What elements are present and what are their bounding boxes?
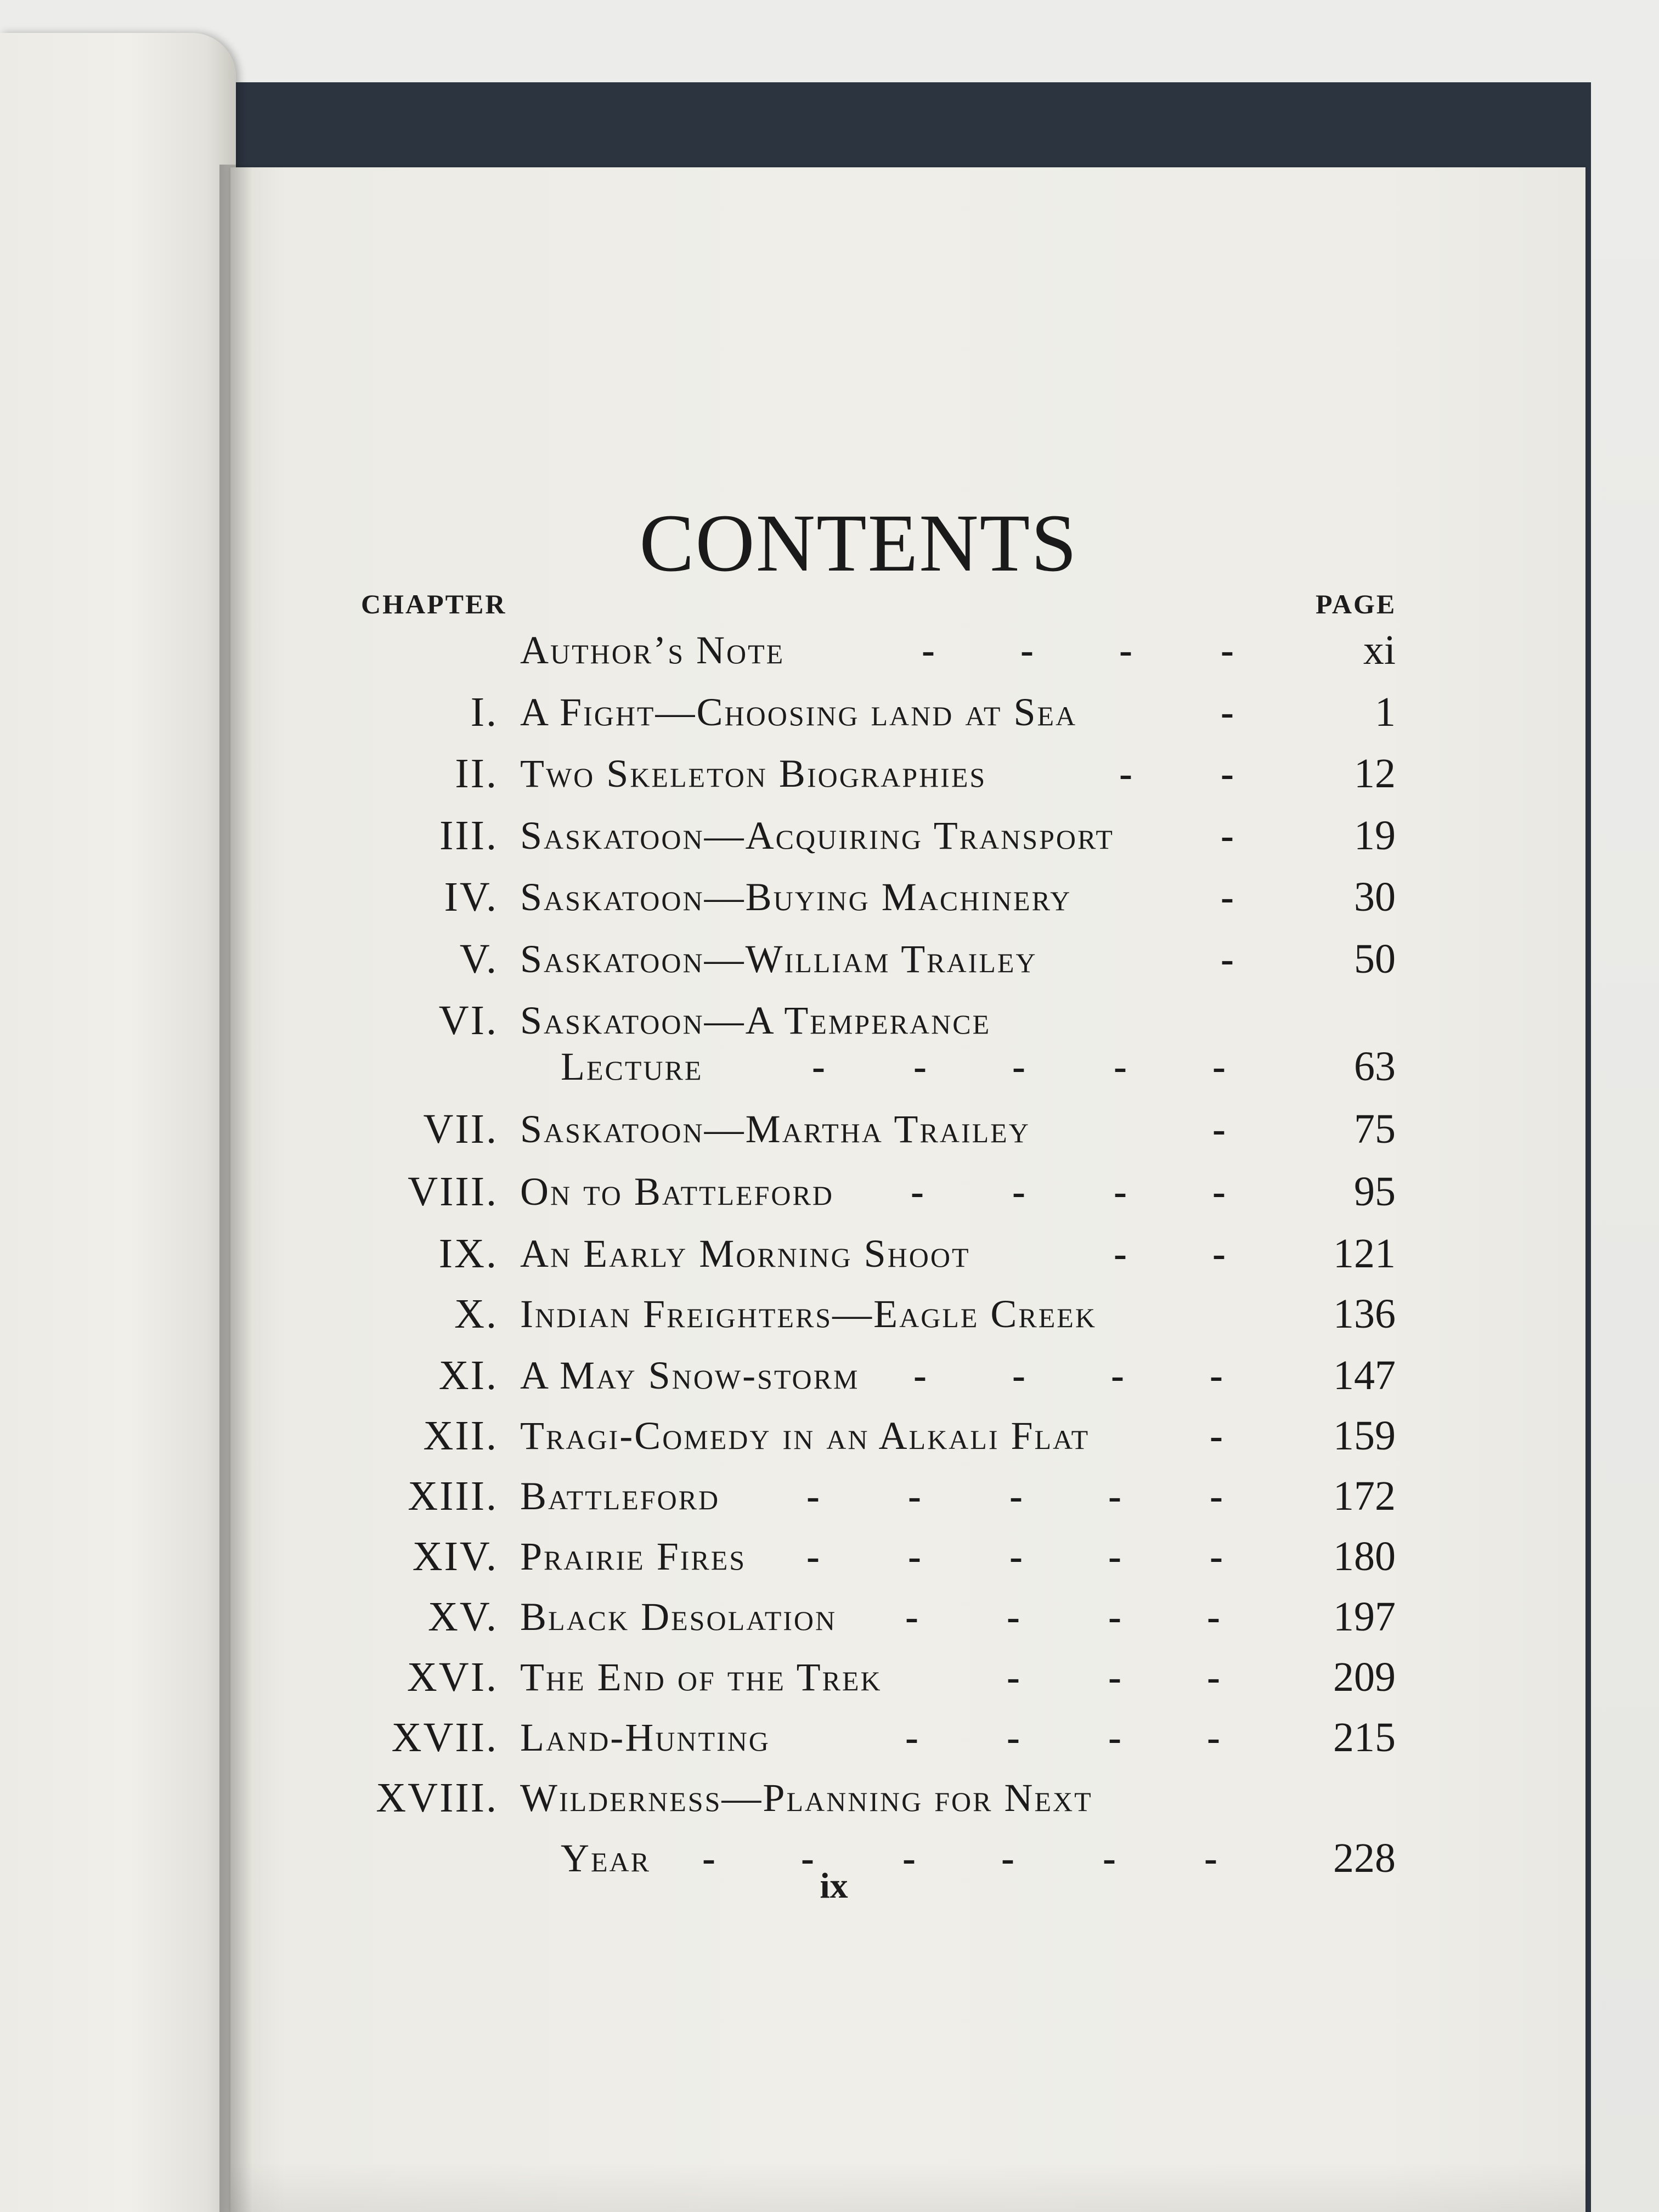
chapter-column-label: CHAPTER	[361, 589, 507, 619]
toc-entry	[0, 1713, 1659, 1762]
chapter-title: Indian Freighters—Eagle Creek	[520, 1292, 1097, 1336]
page-number: xi	[1363, 627, 1396, 673]
dot-leader: -	[908, 1474, 921, 1518]
chapter-title: Battleford	[520, 1474, 720, 1518]
dot-leader: -	[1009, 1534, 1023, 1578]
page-bottom-shade	[230, 2162, 1585, 2212]
dot-leader: -	[1001, 1836, 1014, 1880]
toc-entry	[0, 687, 1659, 737]
toc-entry	[0, 1167, 1659, 1216]
page-number: 50	[1354, 936, 1396, 982]
chapter-number: III.	[439, 812, 498, 859]
dot-leader: -	[1204, 1836, 1217, 1880]
dot-leader: -	[1221, 628, 1234, 672]
toc-entry	[0, 1471, 1659, 1521]
chapter-number: I.	[470, 689, 498, 735]
dot-leader: -	[1103, 1836, 1116, 1880]
dot-leader: -	[1207, 1655, 1220, 1699]
toc-entry	[0, 749, 1659, 798]
chapter-number: IV.	[444, 874, 498, 920]
dot-leader: -	[1221, 752, 1234, 795]
dot-leader: -	[1108, 1474, 1121, 1518]
page-column-label: PAGE	[1316, 589, 1397, 619]
dot-leader: -	[911, 1170, 924, 1214]
dot-leader: -	[1108, 1534, 1121, 1578]
dot-leader: -	[1207, 1595, 1220, 1639]
dot-leader: -	[1212, 1232, 1226, 1276]
page-number: 75	[1354, 1106, 1396, 1152]
toc-entry	[0, 1411, 1659, 1460]
chapter-number: XI.	[438, 1352, 498, 1398]
chapter-title: Tragi-Comedy in an Alkali Flat	[520, 1414, 1090, 1458]
chapter-number: VIII.	[408, 1169, 498, 1215]
chapter-number: XII.	[423, 1413, 498, 1459]
dot-leader: -	[1210, 1474, 1223, 1518]
dot-leader: -	[1108, 1655, 1121, 1699]
dot-leader: -	[913, 1353, 927, 1397]
dot-leader: -	[1210, 1353, 1223, 1397]
dot-leader: -	[1221, 690, 1234, 734]
chapter-title: Saskatoon—Acquiring Transport	[520, 814, 1114, 857]
toc-entry	[0, 1532, 1659, 1581]
dot-leader: -	[1012, 1353, 1025, 1397]
dot-leader: -	[1114, 1045, 1127, 1088]
dot-leader: -	[801, 1836, 814, 1880]
chapter-title: Black Desolation	[520, 1595, 837, 1639]
page-number: 136	[1333, 1291, 1396, 1337]
dot-leader: -	[1221, 875, 1234, 919]
dot-leader: -	[702, 1836, 715, 1880]
dot-leader: -	[1207, 1716, 1220, 1759]
toc-entry	[0, 934, 1659, 984]
toc-entry	[0, 1773, 1659, 1881]
page-folio: ix	[820, 1866, 848, 1906]
page-number: 180	[1333, 1533, 1396, 1579]
chapter-number: X.	[454, 1291, 498, 1337]
page-number: 159	[1333, 1413, 1396, 1459]
page-number: 1	[1375, 689, 1396, 735]
dot-leader: -	[905, 1595, 918, 1639]
toc-entry	[0, 1652, 1659, 1702]
toc-entry	[0, 811, 1659, 860]
dot-leader: -	[1221, 814, 1234, 857]
dot-leader: -	[922, 628, 935, 672]
page-number: 19	[1354, 812, 1396, 859]
toc-entry	[0, 872, 1659, 922]
chapter-title: On to Battleford	[520, 1170, 834, 1214]
chapter-title: A May Snow-storm	[520, 1353, 860, 1397]
page-number: 30	[1354, 874, 1396, 920]
chapter-title: Saskatoon—A Temperance	[520, 998, 991, 1042]
dot-leader: -	[1210, 1414, 1223, 1458]
chapter-number: XVII.	[391, 1714, 498, 1760]
chapter-number: II.	[455, 751, 498, 797]
dot-leader: -	[1119, 752, 1132, 795]
chapter-number: XVI.	[407, 1654, 498, 1700]
page-number: 12	[1354, 751, 1396, 797]
page-number: 228	[1333, 1835, 1396, 1881]
chapter-title: An Early Morning Shoot	[520, 1232, 970, 1276]
chapter-number: XVIII.	[376, 1775, 498, 1821]
page-number: 197	[1333, 1594, 1396, 1640]
chapter-number: XV.	[428, 1594, 498, 1640]
chapter-title-continued: Lecture	[561, 1045, 703, 1088]
dot-leader: -	[806, 1534, 820, 1578]
page-number: 95	[1354, 1169, 1396, 1215]
dot-leader: -	[1212, 1045, 1226, 1088]
dot-leader: -	[1221, 937, 1234, 981]
dot-leader: -	[1212, 1170, 1226, 1214]
chapter-title: Saskatoon—Martha Trailey	[520, 1107, 1030, 1151]
dot-leader: -	[1009, 1474, 1023, 1518]
dot-leader: -	[1114, 1170, 1127, 1214]
page-number: 63	[1354, 1043, 1396, 1090]
chapter-number: XIV.	[412, 1533, 498, 1579]
dot-leader: -	[1212, 1107, 1226, 1151]
toc-entry	[0, 1229, 1659, 1278]
chapter-title: A Fight—Choosing land at Sea	[520, 690, 1077, 734]
chapter-title: Land-Hunting	[520, 1716, 770, 1759]
dot-leader: -	[1012, 1170, 1025, 1214]
chapter-title: Saskatoon—William Trailey	[520, 937, 1037, 981]
page-number: 209	[1333, 1654, 1396, 1700]
dot-leader: -	[806, 1474, 820, 1518]
toc-entry	[0, 1351, 1659, 1400]
chapter-number: VII.	[423, 1106, 498, 1152]
chapter-title: Two Skeleton Biographies	[520, 752, 987, 795]
dot-leader: -	[913, 1045, 927, 1088]
chapter-number: VI.	[438, 997, 498, 1043]
dot-leader: -	[1007, 1595, 1020, 1639]
toc-entry	[0, 996, 1659, 1090]
dot-leader: -	[1020, 628, 1034, 672]
dot-leader: -	[908, 1534, 921, 1578]
contents-title: CONTENTS	[639, 498, 1078, 589]
chapter-title: Wilderness—Planning for Next	[520, 1776, 1093, 1820]
dot-leader: -	[812, 1045, 825, 1088]
toc-entry	[0, 1289, 1659, 1339]
dot-leader: -	[1108, 1595, 1121, 1639]
page-number: 215	[1333, 1714, 1396, 1760]
toc-entry	[0, 1592, 1659, 1641]
dot-leader: -	[1114, 1232, 1127, 1276]
chapter-number: V.	[459, 936, 498, 982]
dot-leader: -	[905, 1716, 918, 1759]
chapter-title-continued: Year	[561, 1836, 651, 1880]
dot-leader: -	[1007, 1716, 1020, 1759]
chapter-number: XIII.	[408, 1473, 498, 1519]
page-number: 121	[1333, 1231, 1396, 1277]
chapter-title: The End of the Trek	[520, 1655, 882, 1699]
chapter-number: IX.	[438, 1231, 498, 1277]
chapter-title: Saskatoon—Buying Machinery	[520, 875, 1072, 919]
chapter-title: Author’s Note	[520, 628, 785, 672]
dot-leader: -	[1012, 1045, 1025, 1088]
toc-entry	[0, 625, 1659, 675]
toc-entry	[0, 1104, 1659, 1154]
dot-leader: -	[1111, 1353, 1124, 1397]
dot-leader: -	[1210, 1534, 1223, 1578]
dot-leader: -	[1119, 628, 1132, 672]
dot-leader: -	[1108, 1716, 1121, 1759]
dot-leader: -	[902, 1836, 916, 1880]
page-number: 147	[1333, 1352, 1396, 1398]
dot-leader: -	[1007, 1655, 1020, 1699]
page-number: 172	[1333, 1473, 1396, 1519]
chapter-title: Prairie Fires	[520, 1534, 747, 1578]
